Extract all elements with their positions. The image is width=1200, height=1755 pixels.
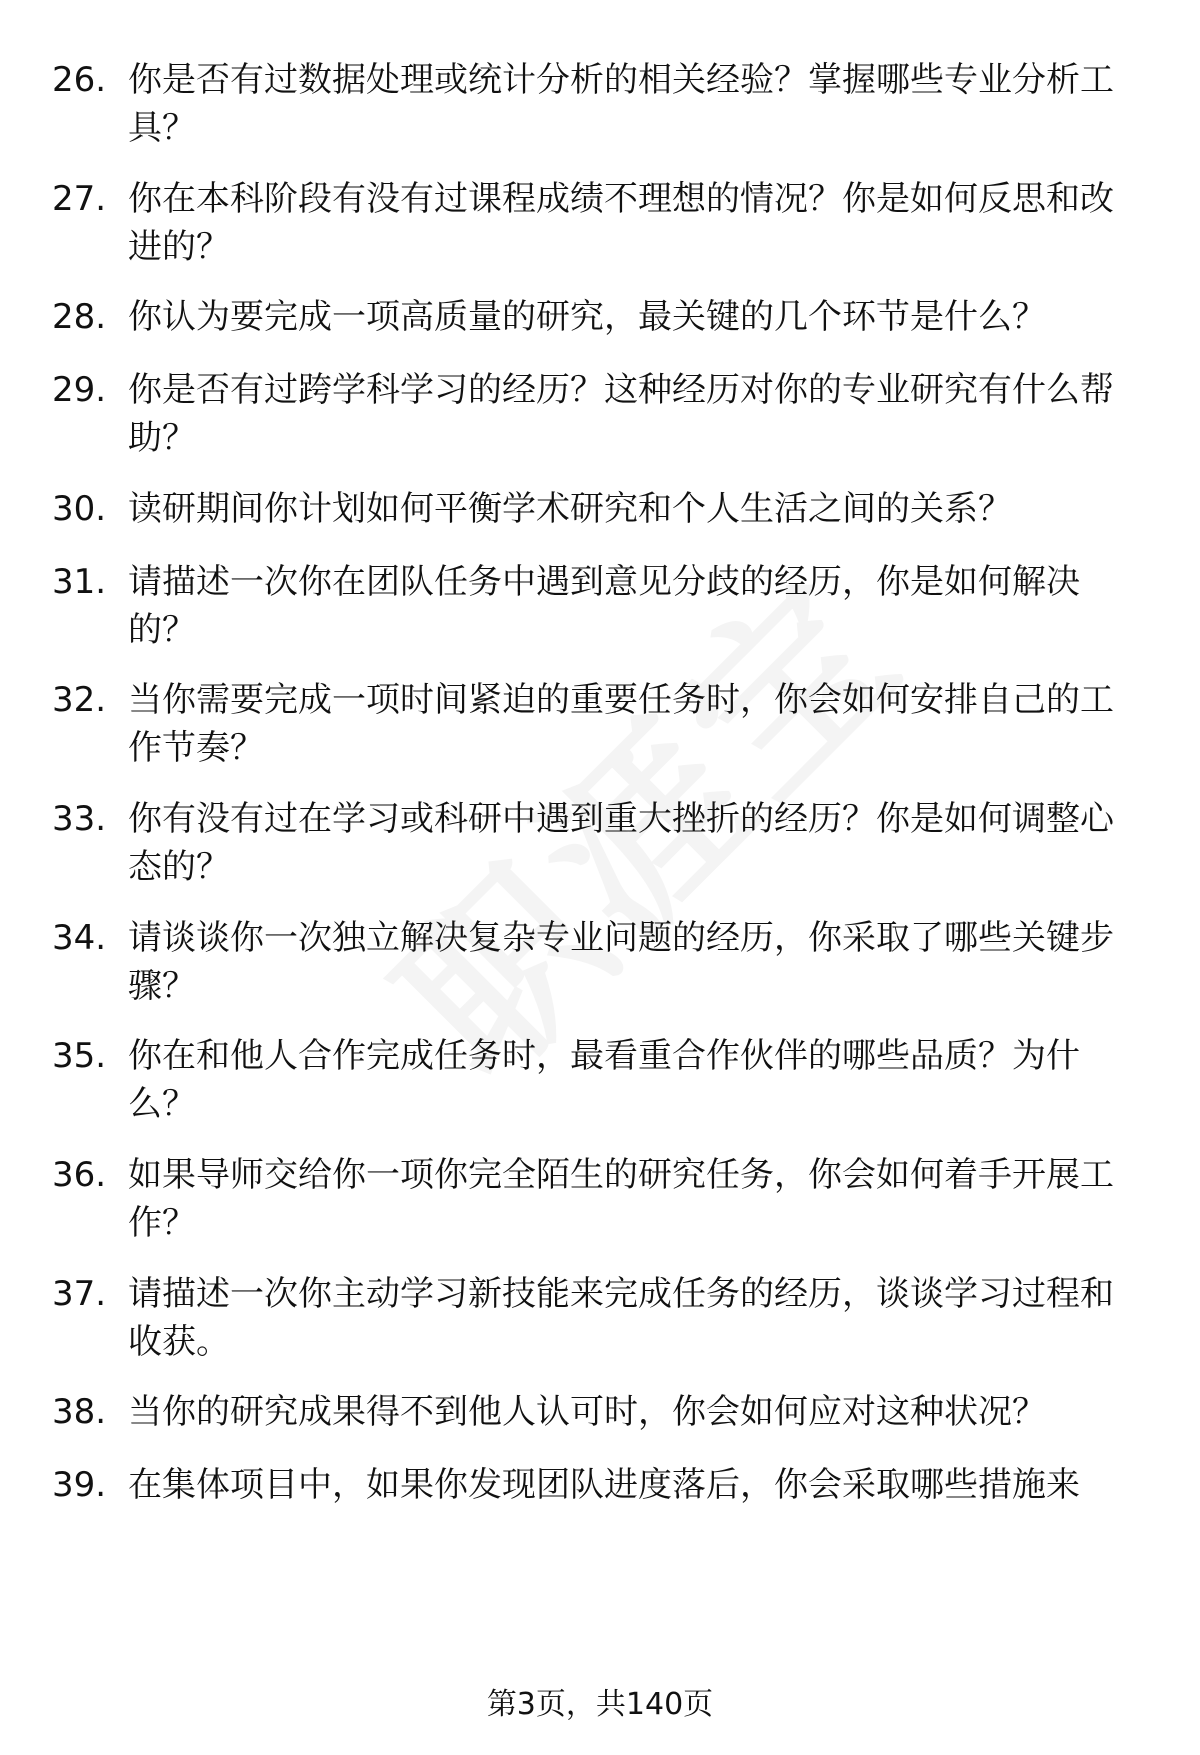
- question-text: 你是否有过跨学科学习的经历？这种经历对你的专业研究有什么帮助？: [128, 370, 1114, 458]
- question-number: 38.: [52, 1392, 107, 1432]
- question-text: 当你的研究成果得不到他人认可时，你会如何应对这种状况？: [128, 1392, 1046, 1432]
- question-text: 请谈谈你一次独立解决复杂专业问题的经历，你采取了哪些关键步骤？: [128, 918, 1114, 1006]
- question-number: 35.: [52, 1036, 107, 1076]
- question-number: 37.: [52, 1274, 107, 1314]
- question-text: 在集体项目中，如果你发现团队进度落后，你会采取哪些措施来: [128, 1465, 1080, 1505]
- question-text: 如果导师交给你一项你完全陌生的研究任务，你会如何着手开展工作？: [128, 1155, 1114, 1243]
- question-number: 26.: [52, 60, 107, 100]
- question-text: 请描述一次你主动学习新技能来完成任务的经历，谈谈学习过程和收获。: [128, 1274, 1114, 1362]
- question-text: 你有没有过在学习或科研中遇到重大挫折的经历？你是如何调整心态的？: [128, 799, 1114, 887]
- question-number: 28.: [52, 297, 107, 337]
- question-text: 你是否有过数据处理或统计分析的相关经验？掌握哪些专业分析工具？: [128, 60, 1114, 148]
- question-text: 你认为要完成一项高质量的研究，最关键的几个环节是什么？: [128, 297, 1046, 337]
- question-number: 34.: [52, 918, 107, 958]
- question-text: 读研期间你计划如何平衡学术研究和个人生活之间的关系？: [128, 489, 1012, 529]
- question-number: 32.: [52, 680, 107, 720]
- question-number: 36.: [52, 1155, 107, 1195]
- question-text: 你在本科阶段有没有过课程成绩不理想的情况？你是如何反思和改进的？: [128, 179, 1114, 267]
- question-number: 31.: [52, 562, 107, 602]
- page-footer: 第3页，共140页: [486, 1687, 714, 1722]
- question-number: 29.: [52, 370, 107, 410]
- question-text: 请描述一次你在团队任务中遇到意见分歧的经历，你是如何解决的？: [128, 562, 1080, 650]
- question-number: 27.: [52, 179, 107, 219]
- question-text: 你在和他人合作完成任务时，最看重合作伙伴的哪些品质？为什么？: [128, 1036, 1080, 1124]
- question-number: 30.: [52, 489, 107, 529]
- question-number: 39.: [52, 1465, 107, 1505]
- question-number: 33.: [52, 799, 107, 839]
- question-text: 当你需要完成一项时间紧迫的重要任务时，你会如何安排自己的工作节奏？: [128, 680, 1114, 768]
